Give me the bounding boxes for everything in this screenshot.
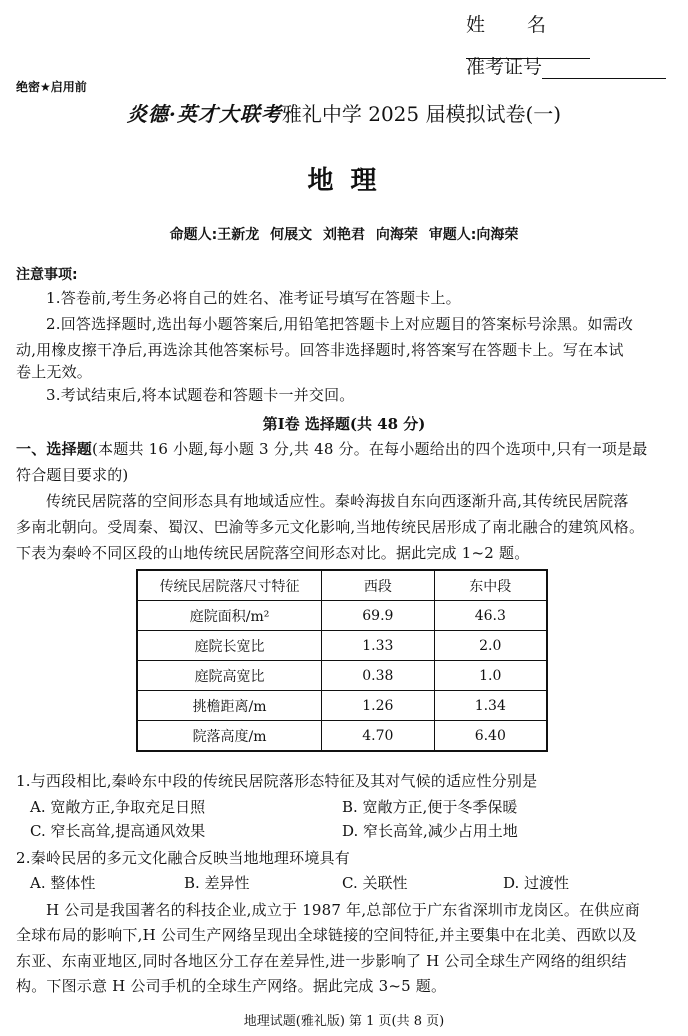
table-cell: 6.40 xyxy=(434,721,547,752)
passage2-line-3: 东亚、东南亚地区,同时各地区分工存在差异性,进一步影响了 H 公司全球生产网络的组织结 xyxy=(16,952,627,970)
table-row xyxy=(137,661,547,691)
q1-option-d: D. 窄长高耸,减少占用土地 xyxy=(342,822,518,840)
page-footer: 地理试题(雅礼版) 第 1 页(共 8 页) xyxy=(243,1014,445,1029)
brand-logo: 炎德·英才大联考 xyxy=(126,102,282,126)
note-item-2-line-2: 动,用橡皮擦干净后,再选涂其他答案标号。回答非选择题时,将答案写在答题卡上。写在本试 xyxy=(16,341,624,359)
table-cell: 2.0 xyxy=(434,631,547,661)
comparison-table xyxy=(136,569,548,752)
note-item-2-line-1: 2.回答选择题时,选出每小题答案后,用铅笔把答题卡上对应题目的答案标号涂黑。如需改 xyxy=(46,315,634,333)
passage2-line-4: 构。下图示意 H 公司手机的全球生产网络。据此完成 3~5 题。 xyxy=(16,977,447,995)
table-cell: 1.26 xyxy=(322,691,434,721)
subject-title: 地 理 xyxy=(307,166,381,196)
table-cell: 46.3 xyxy=(434,601,547,631)
part-desc-1: (本题共 16 小题,每小题 3 分,共 48 分。在每小题给出的四个选项中,只有一项是最 xyxy=(92,440,648,458)
passage1-line-2: 多南北朝向。受周秦、蜀汉、巴渝等多元文化影响,当地传统民居形成了南北融合的建筑风格。 xyxy=(16,518,645,536)
table-cell: 庭院高宽比 xyxy=(137,661,322,691)
q2-stem: 2.秦岭民居的多元文化融合反映当地地理环境具有 xyxy=(16,849,350,867)
exam-title-line xyxy=(0,98,688,127)
note-item-2-line-3: 卷上无效。 xyxy=(16,363,93,381)
secret-label: 绝密★启用前 xyxy=(16,80,87,94)
table-row xyxy=(137,631,547,661)
q2-option-c: C. 关联性 xyxy=(342,874,408,892)
note-item-3: 3.考试结束后,将本试题卷和答题卡一并交回。 xyxy=(46,386,355,404)
table-header-row xyxy=(137,570,547,601)
table-cell: 1.34 xyxy=(434,691,547,721)
table-cell: 院落高度/m xyxy=(137,721,322,752)
part-heading xyxy=(16,436,648,462)
section-title: 第Ⅰ卷 选择题(共 48 分) xyxy=(262,415,426,433)
part-desc-2: 符合题目要求的) xyxy=(16,466,129,484)
table-cell: 1.0 xyxy=(434,661,547,691)
q1-option-a: A. 宽敞方正,争取充足日照 xyxy=(30,798,206,816)
table-cell: 庭院长宽比 xyxy=(137,631,322,661)
exam-no-field xyxy=(466,52,666,79)
passage2-line-1: H 公司是我国著名的科技企业,成立于 1987 年,总部位于广东省深圳市龙岗区。在供应商 xyxy=(46,901,640,919)
q1-option-c: C. 窄长高耸,提高通风效果 xyxy=(30,822,206,840)
passage2-line-2: 全球布局的影响下,H 公司生产网络呈现出全球链接的空间特征,并主要集中在北美、西欧以及 xyxy=(16,926,637,944)
note-item-1: 1.答卷前,考生务必将自己的姓名、准考证号填写在答题卡上。 xyxy=(46,289,461,307)
table-cell: 1.33 xyxy=(322,631,434,661)
passage1-line-3: 下表为秦岭不同区段的山地传统民居院落空间形态对比。据此完成 1~2 题。 xyxy=(16,544,530,562)
table-header-cell: 东中段 xyxy=(434,570,547,601)
exam-title: 雅礼中学 2025 届模拟试卷(一) xyxy=(281,102,562,126)
table-cell: 庭院面积/m² xyxy=(137,601,322,631)
q1-option-b: B. 宽敞方正,便于冬季保暖 xyxy=(342,798,518,816)
table-cell: 挑檐距离/m xyxy=(137,691,322,721)
q2-option-b: B. 差异性 xyxy=(184,874,250,892)
notes-title: 注意事项: xyxy=(16,267,78,283)
table-row xyxy=(137,721,547,752)
authors-line: 命题人:王新龙 何展文 刘艳君 向海荣 审题人:向海荣 xyxy=(169,227,519,243)
table-cell: 69.9 xyxy=(322,601,434,631)
part-label: 一、选择题 xyxy=(16,440,93,458)
table-header-cell: 西段 xyxy=(322,570,434,601)
table-cell: 4.70 xyxy=(322,721,434,752)
exam-no-blank xyxy=(542,60,666,79)
q1-stem: 1.与西段相比,秦岭东中段的传统民居院落形态特征及其对气候的适应性分别是 xyxy=(16,772,538,790)
exam-no-label: 准考证号 xyxy=(466,56,543,78)
table-header-cell: 传统民居院落尺寸特征 xyxy=(137,570,322,601)
passage1-line-1: 传统民居院落的空间形态具有地域适应性。秦岭海拔自东向西逐渐升高,其传统民居院落 xyxy=(46,492,629,510)
table-cell: 0.38 xyxy=(322,661,434,691)
table-row xyxy=(137,691,547,721)
table-row xyxy=(137,601,547,631)
q2-option-d: D. 过渡性 xyxy=(503,874,570,892)
name-label: 姓 名 xyxy=(466,14,565,36)
q2-option-a: A. 整体性 xyxy=(30,874,96,892)
